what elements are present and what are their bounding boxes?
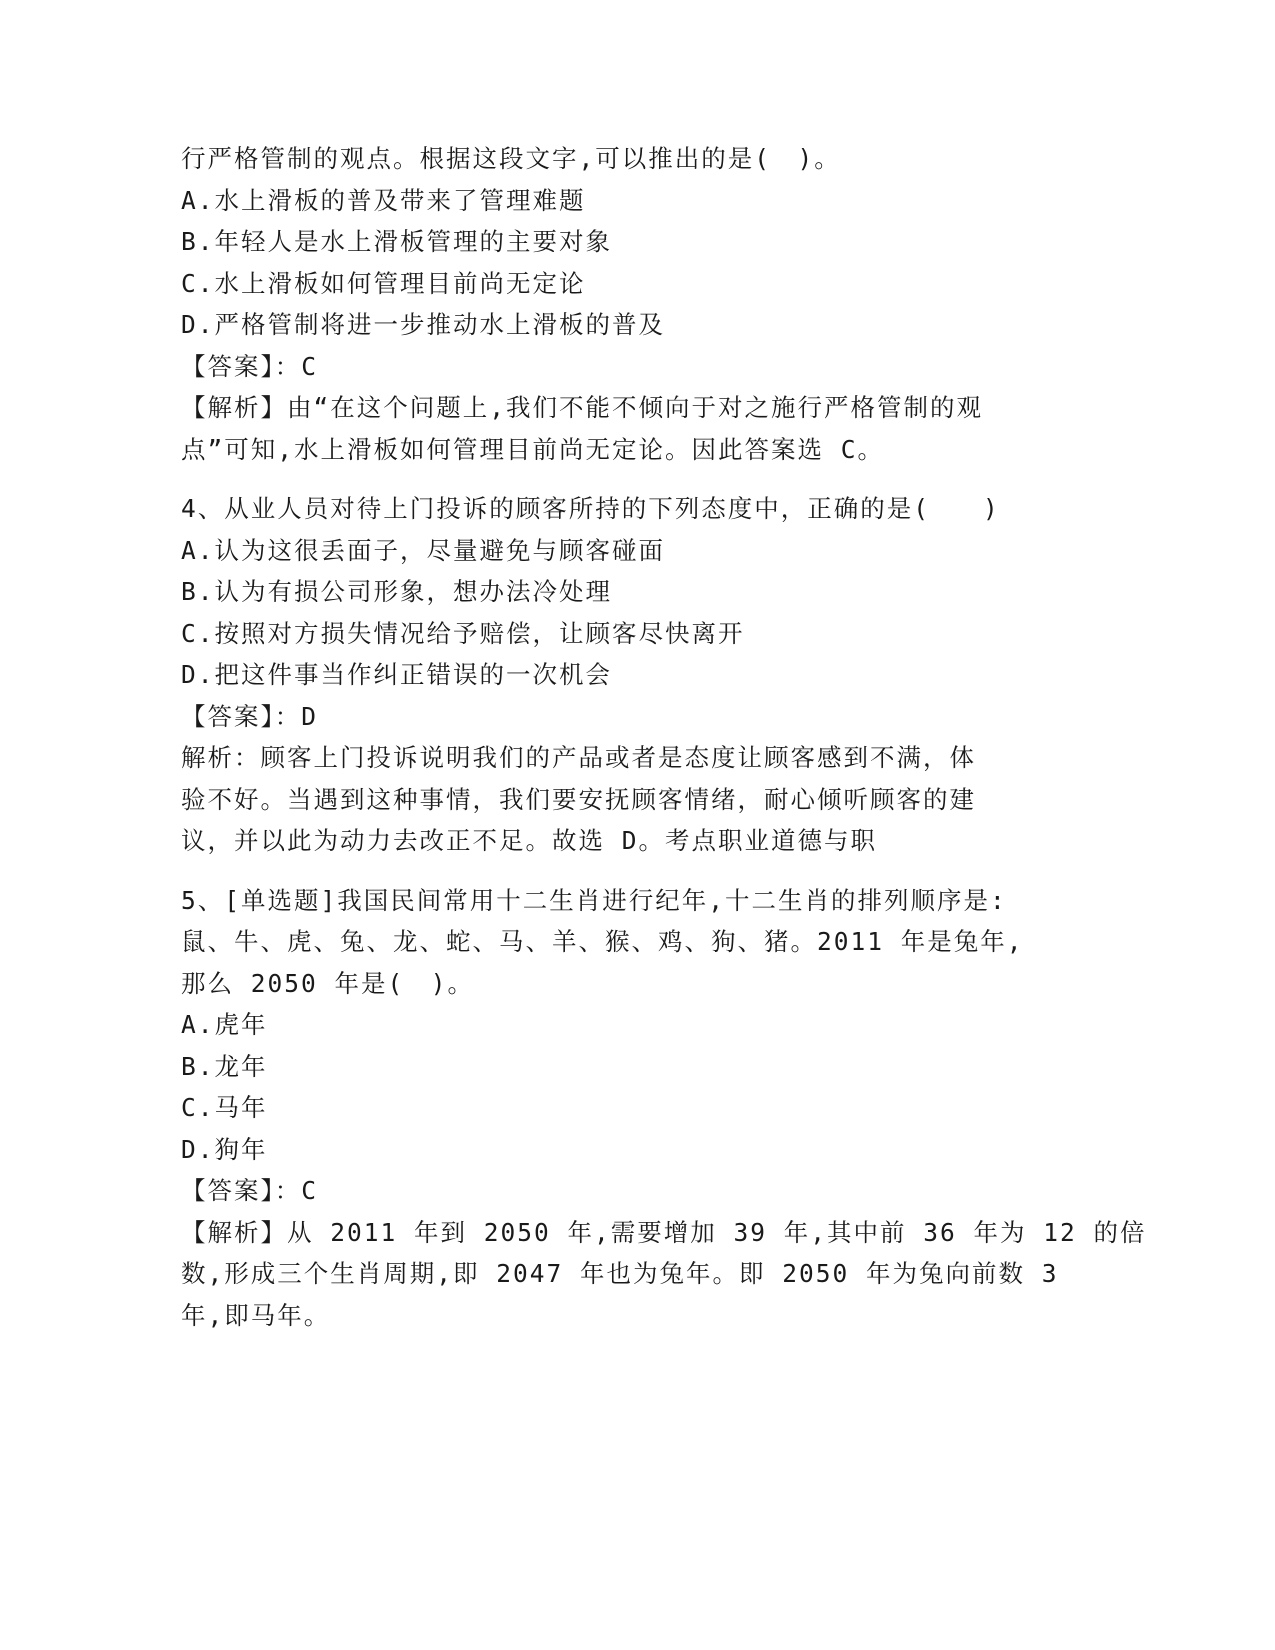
question-stem: 那么 2050 年是( )。	[181, 968, 475, 998]
question-stem: 5、[单选题]我国民间常用十二生肖进行纪年,十二生肖的排列顺序是:	[181, 885, 1007, 915]
answer: 【答案】：C	[181, 351, 318, 381]
option-c: C.马年	[181, 1093, 268, 1122]
question-5	[181, 880, 1147, 1337]
analysis-line: 数,形成三个生肖周期,即 2047 年也为兔年。即 2050 年为兔向前数 3	[181, 1259, 1059, 1288]
analysis-line: 点”可知,水上滑板如何管理目前尚无定论。因此答案选 C。	[181, 434, 884, 464]
analysis-line: 解析：顾客上门投诉说明我们的产品或者是态度让顾客感到不满，体	[181, 743, 976, 772]
analysis-line: 年,即马年。	[181, 1300, 331, 1330]
analysis-line: 【解析】从 2011 年到 2050 年,需要增加 39 年,其中前 36 年为 12 的倍	[181, 1217, 1147, 1247]
option-c: C.按照对方损失情况给予赔偿，让顾客尽快离开	[181, 618, 745, 648]
analysis-line: 议，并以此为动力去改正不足。故选 D。考点职业道德与职	[181, 826, 877, 855]
document-page	[181, 138, 1147, 1336]
question-4	[181, 488, 1051, 862]
analysis-line: 验不好。当遇到这种事情，我们要安抚顾客情绪，耐心倾听顾客的建	[181, 784, 976, 814]
option-d: D.狗年	[181, 1134, 268, 1164]
option-b: B.年轻人是水上滑板管理的主要对象	[181, 227, 612, 256]
analysis-line: 【解析】由“在这个问题上,我们不能不倾向于对之施行严格管制的观	[181, 393, 983, 422]
question-stem: 鼠、牛、虎、兔、龙、蛇、马、羊、猴、鸡、狗、猪。2011 年是兔年,	[181, 927, 1024, 956]
question-stem: 4、从业人员对待上门投诉的顾客所持的下列态度中，正确的是( )	[181, 494, 1000, 523]
answer: 【答案】：D	[181, 701, 318, 731]
question-3	[181, 138, 1051, 470]
option-b: B.认为有损公司形象，想办法冷处理	[181, 577, 612, 606]
question-stem: 行严格管制的观点。根据这段文字,可以推出的是( )。	[181, 144, 841, 173]
option-d: D.严格管制将进一步推动水上滑板的普及	[181, 310, 665, 339]
answer: 【答案】：C	[181, 1176, 318, 1205]
option-a: A.虎年	[181, 1010, 268, 1039]
option-d: D.把这件事当作纠正错误的一次机会	[181, 660, 612, 689]
option-a: A.认为这很丢面子，尽量避免与顾客碰面	[181, 535, 665, 565]
option-a: A.水上滑板的普及带来了管理难题	[181, 185, 586, 215]
option-c: C.水上滑板如何管理目前尚无定论	[181, 268, 586, 298]
option-b: B.龙年	[181, 1051, 268, 1081]
